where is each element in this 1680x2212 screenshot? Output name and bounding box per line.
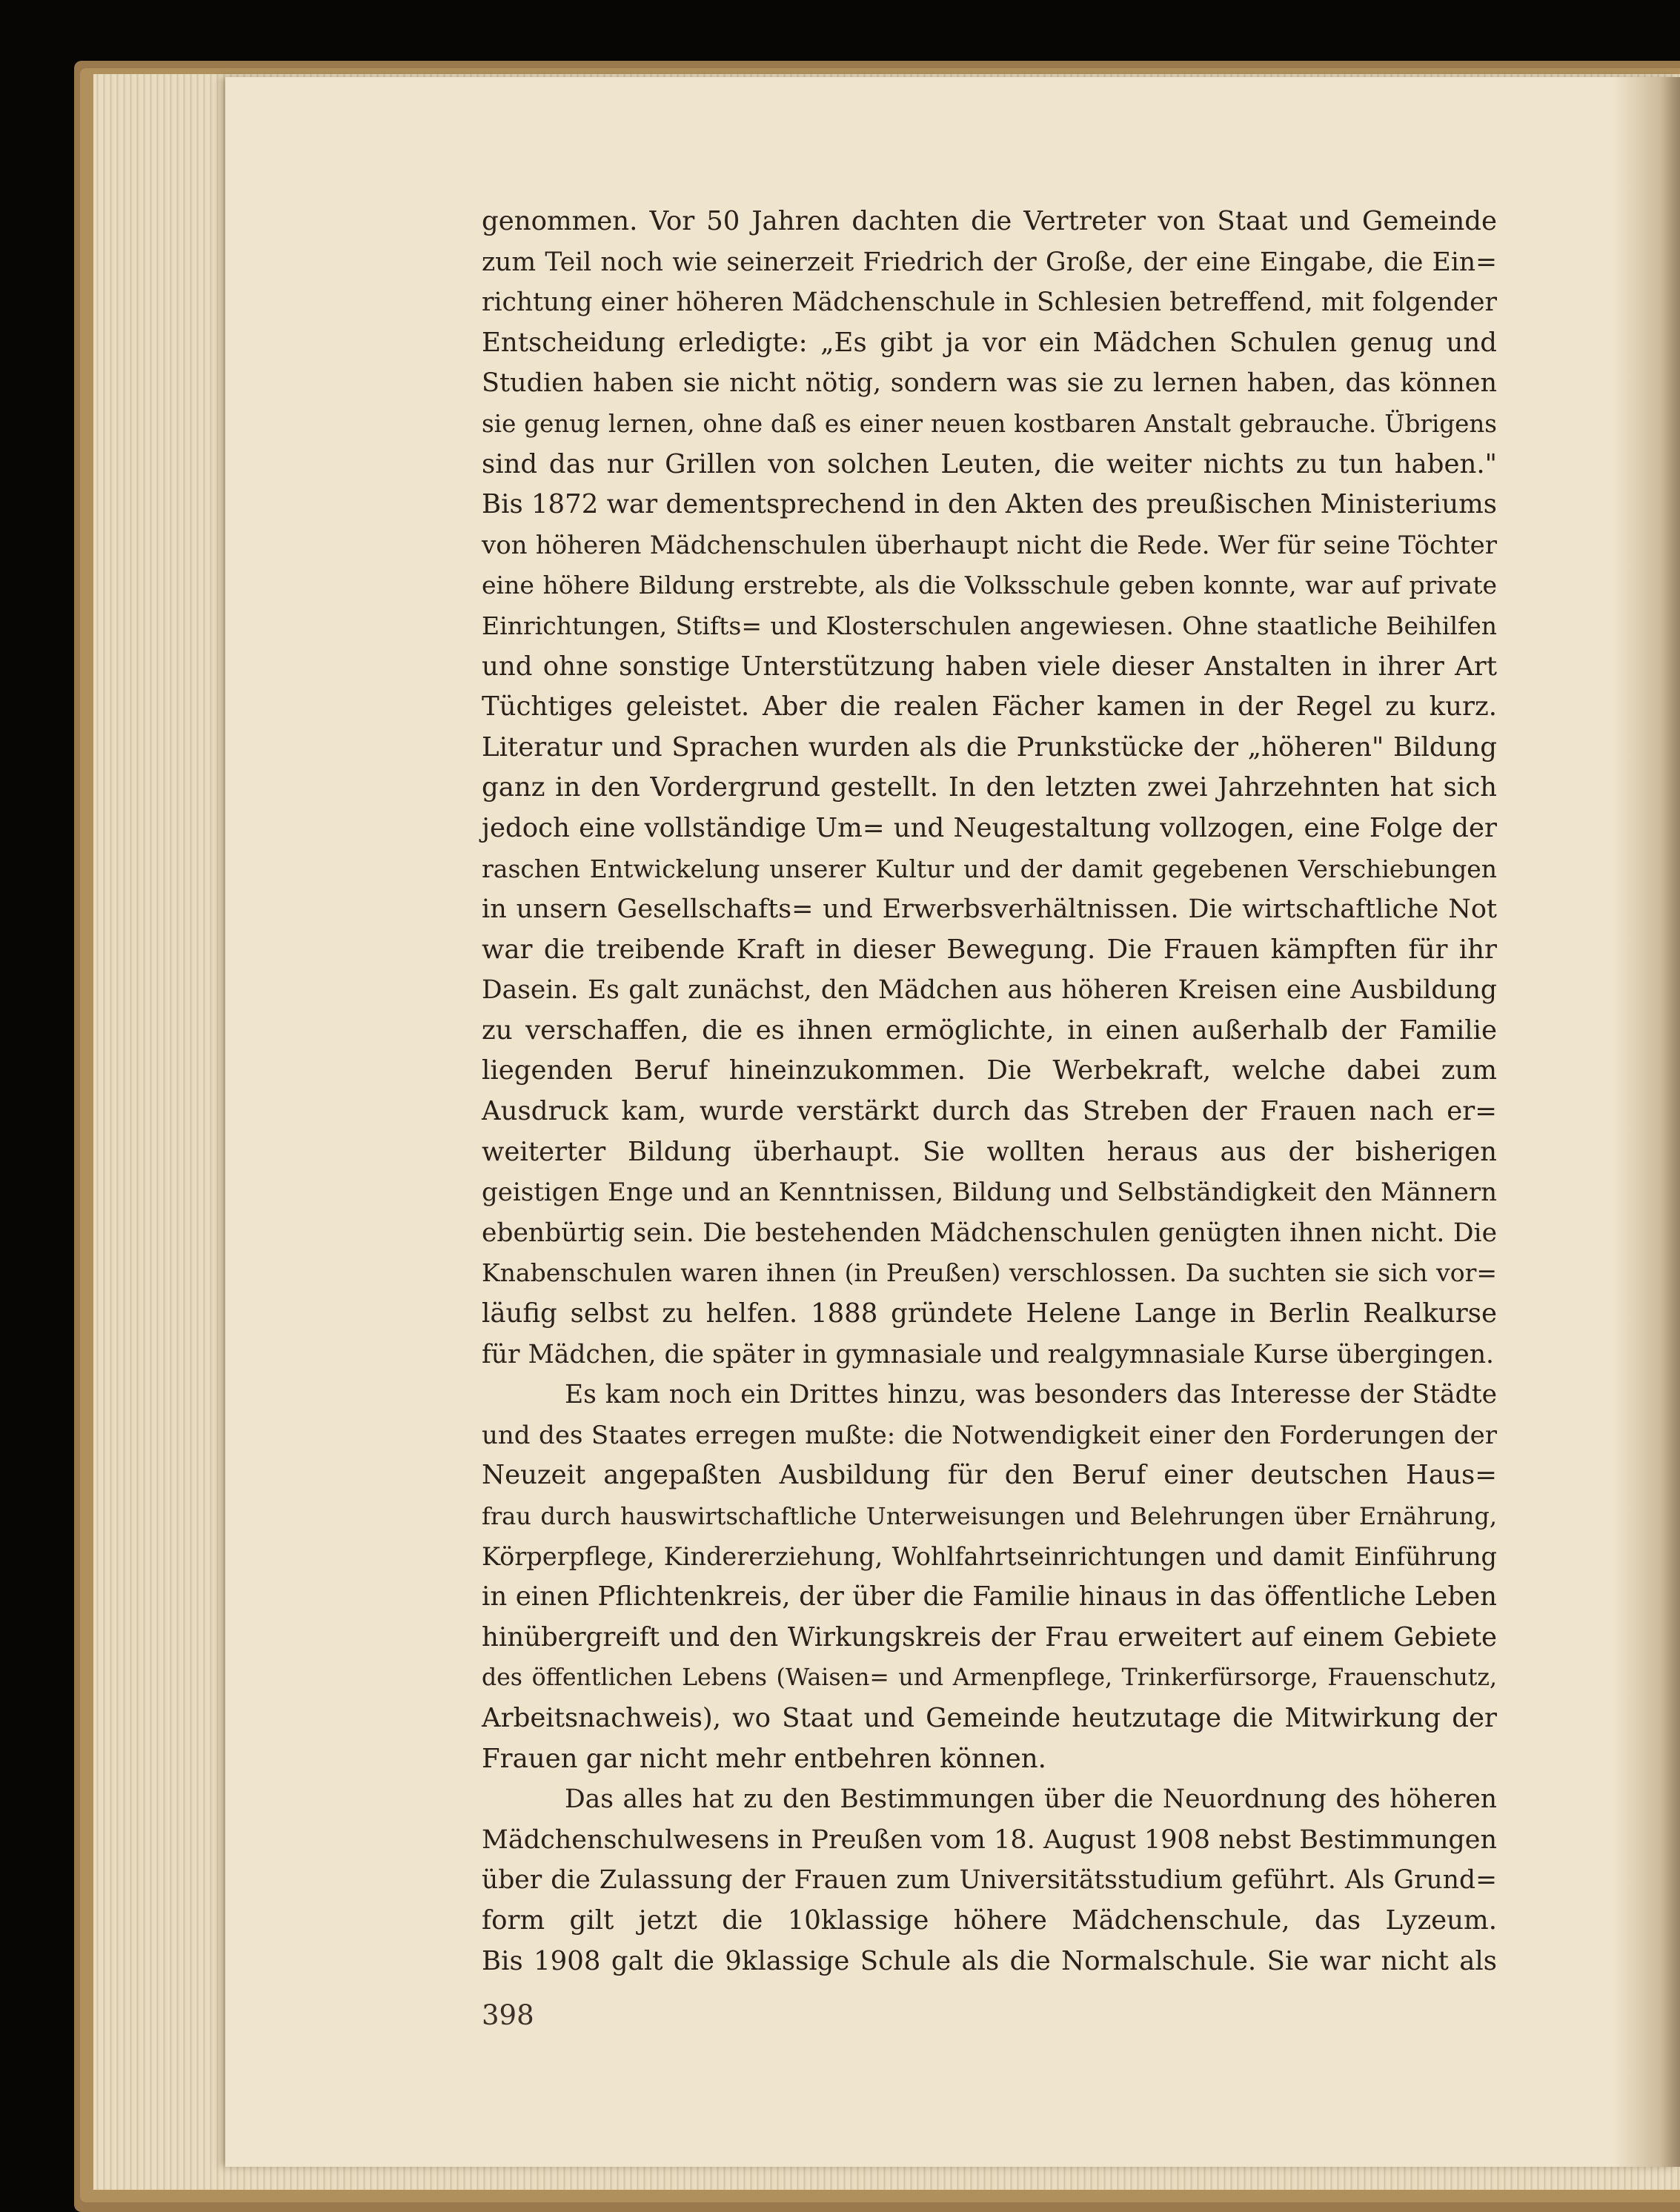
text-line: richtung einer höheren Mädchenschule in Schlesien betreffend, mit folgender <box>482 288 1497 318</box>
text-line: Knabenschulen waren ihnen (in Preußen) verschlossen. Da suchten sie sich vor= <box>482 1258 1497 1288</box>
text-line: über die Zulassung der Frauen zum Universitätsstudium geführt. Als Grund= <box>482 1865 1497 1896</box>
body-text <box>482 202 1497 1982</box>
text-line: liegenden Beruf hineinzukommen. Die Werbekraft, welche dabei zum <box>482 1055 1497 1086</box>
text-line: sie genug lernen, ohne daß es einer neuen kostbaren Anstalt gebrauche. Übrigens <box>482 409 1497 438</box>
text-line: ganz in den Vordergrund gestellt. In den letzten zwei Jahrzehnten hat sich <box>482 772 1497 803</box>
text-line: Körperpflege, Kindererziehung, Wohlfahrtseinrichtungen und damit Einführung <box>482 1541 1497 1571</box>
text-line: frau durch hauswirtschaftliche Unterweisungen und Belehrungen über Ernährung, <box>482 1502 1497 1530</box>
text-line: form gilt jetzt die 10klassige höhere Mädchenschule, das Lyzeum. <box>482 1904 1497 1936</box>
text-line: und ohne sonstige Unterstützung haben viele dieser Anstalten in ihrer Art <box>482 651 1497 682</box>
text-line: von höheren Mädchenschulen überhaupt nicht die Rede. Wer für seine Töchter <box>482 530 1497 560</box>
text-line: eine höhere Bildung erstrebte, als die Volksschule geben konnte, war auf private <box>482 571 1497 600</box>
text-line: Mädchenschulwesens in Preußen vom 18. August 1908 nebst Bestimmungen <box>482 1824 1497 1855</box>
text-line: jedoch eine vollständige Um= und Neugestaltung vollzogen, eine Folge der <box>482 812 1497 843</box>
text-line: hinübergreift und den Wirkungskreis der Frau erweitert auf einem Gebiete <box>482 1621 1497 1653</box>
text-line: genommen. Vor 50 Jahren dachten die Vertreter von Staat und Gemeinde <box>482 206 1497 236</box>
text-line: Das alles hat zu den Bestimmungen über die Neuordnung des höheren <box>565 1784 1497 1815</box>
text-line: raschen Entwickelung unserer Kultur und der damit gegebenen Verschiebungen <box>482 854 1497 883</box>
text-line: und des Staates erregen mußte: die Notwendigkeit einer den Forderungen der <box>482 1420 1497 1450</box>
text-line: sind das nur Grillen von solchen Leuten, die weiter nichts zu tun haben." <box>482 448 1497 479</box>
text-line: Studien haben sie nicht nötig, sondern was sie zu lernen haben, das können <box>482 368 1497 399</box>
text-line: für Mädchen, die später in gymnasiale und realgymnasiale Kurse übergingen. <box>482 1339 1495 1369</box>
text-line: läufig selbst zu helfen. 1888 gründete Helene Lange in Berlin Realkurse <box>482 1298 1497 1329</box>
text-line: war die treibende Kraft in dieser Bewegung. Die Frauen kämpften für ihr <box>482 934 1497 965</box>
text-line: in einen Pflichtenkreis, der über die Familie hinaus in das öffentliche Leben <box>482 1581 1497 1612</box>
text-line: Tüchtiges geleistet. Aber die realen Fächer kamen in der Regel zu kurz. <box>482 691 1497 723</box>
text-line: ebenbürtig sein. Die bestehenden Mädchenschulen genügten ihnen nicht. Die <box>482 1218 1497 1248</box>
text-line: Ausdruck kam, wurde verstärkt durch das Streben der Frauen nach er= <box>482 1096 1497 1127</box>
text-line: Frauen gar nicht mehr entbehren können. <box>482 1743 1046 1774</box>
text-line: Entscheidung erledigte: „Es gibt ja vor ein Mädchen Schulen genug und <box>482 327 1497 358</box>
text-line: Dasein. Es galt zunächst, den Mädchen aus höheren Kreisen eine Ausbildung <box>482 975 1497 1006</box>
text-line: Bis 1872 war dementsprechend in den Akten des preußischen Ministeriums <box>482 489 1497 520</box>
text-line: des öffentlichen Lebens (Waisen= und Armenpflege, Trinkerfürsorge, Frauenschutz, <box>482 1664 1497 1692</box>
text-line: Neuzeit angepaßten Ausbildung für den Beruf einer deutschen Haus= <box>482 1460 1497 1491</box>
page-gutter-shadow <box>1613 77 1680 2167</box>
text-line: Bis 1908 galt die 9klassige Schule als die Normalschule. Sie war nicht als <box>482 1945 1497 1976</box>
text-line: zu verschaffen, die es ihnen ermöglichte, in einen außerhalb der Familie <box>482 1014 1497 1046</box>
text-line: Es kam noch ein Drittes hinzu, was besonders das Interesse der Städte <box>565 1380 1497 1410</box>
page-number: 398 <box>482 1999 534 2031</box>
text-line: weiterter Bildung überhaupt. Sie wollten heraus aus der bisherigen <box>482 1136 1497 1167</box>
text-line: Literatur und Sprachen wurden als die Prunkstücke der „höheren" Bildung <box>482 731 1497 763</box>
text-line: Einrichtungen, Stifts= und Klosterschulen angewiesen. Ohne staatliche Beihilfen <box>482 611 1497 640</box>
text-line: geistigen Enge und an Kenntnissen, Bildung und Selbständigkeit den Männern <box>482 1178 1497 1208</box>
text-line: in unsern Gesellschafts= und Erwerbsverhältnissen. Die wirtschaftliche Not <box>482 894 1497 925</box>
text-line: Arbeitsnachweis), wo Staat und Gemeinde heutzutage die Mitwirkung der <box>482 1702 1497 1733</box>
text-line: zum Teil noch wie seinerzeit Friedrich der Große, der eine Eingabe, die Ein= <box>482 247 1497 277</box>
